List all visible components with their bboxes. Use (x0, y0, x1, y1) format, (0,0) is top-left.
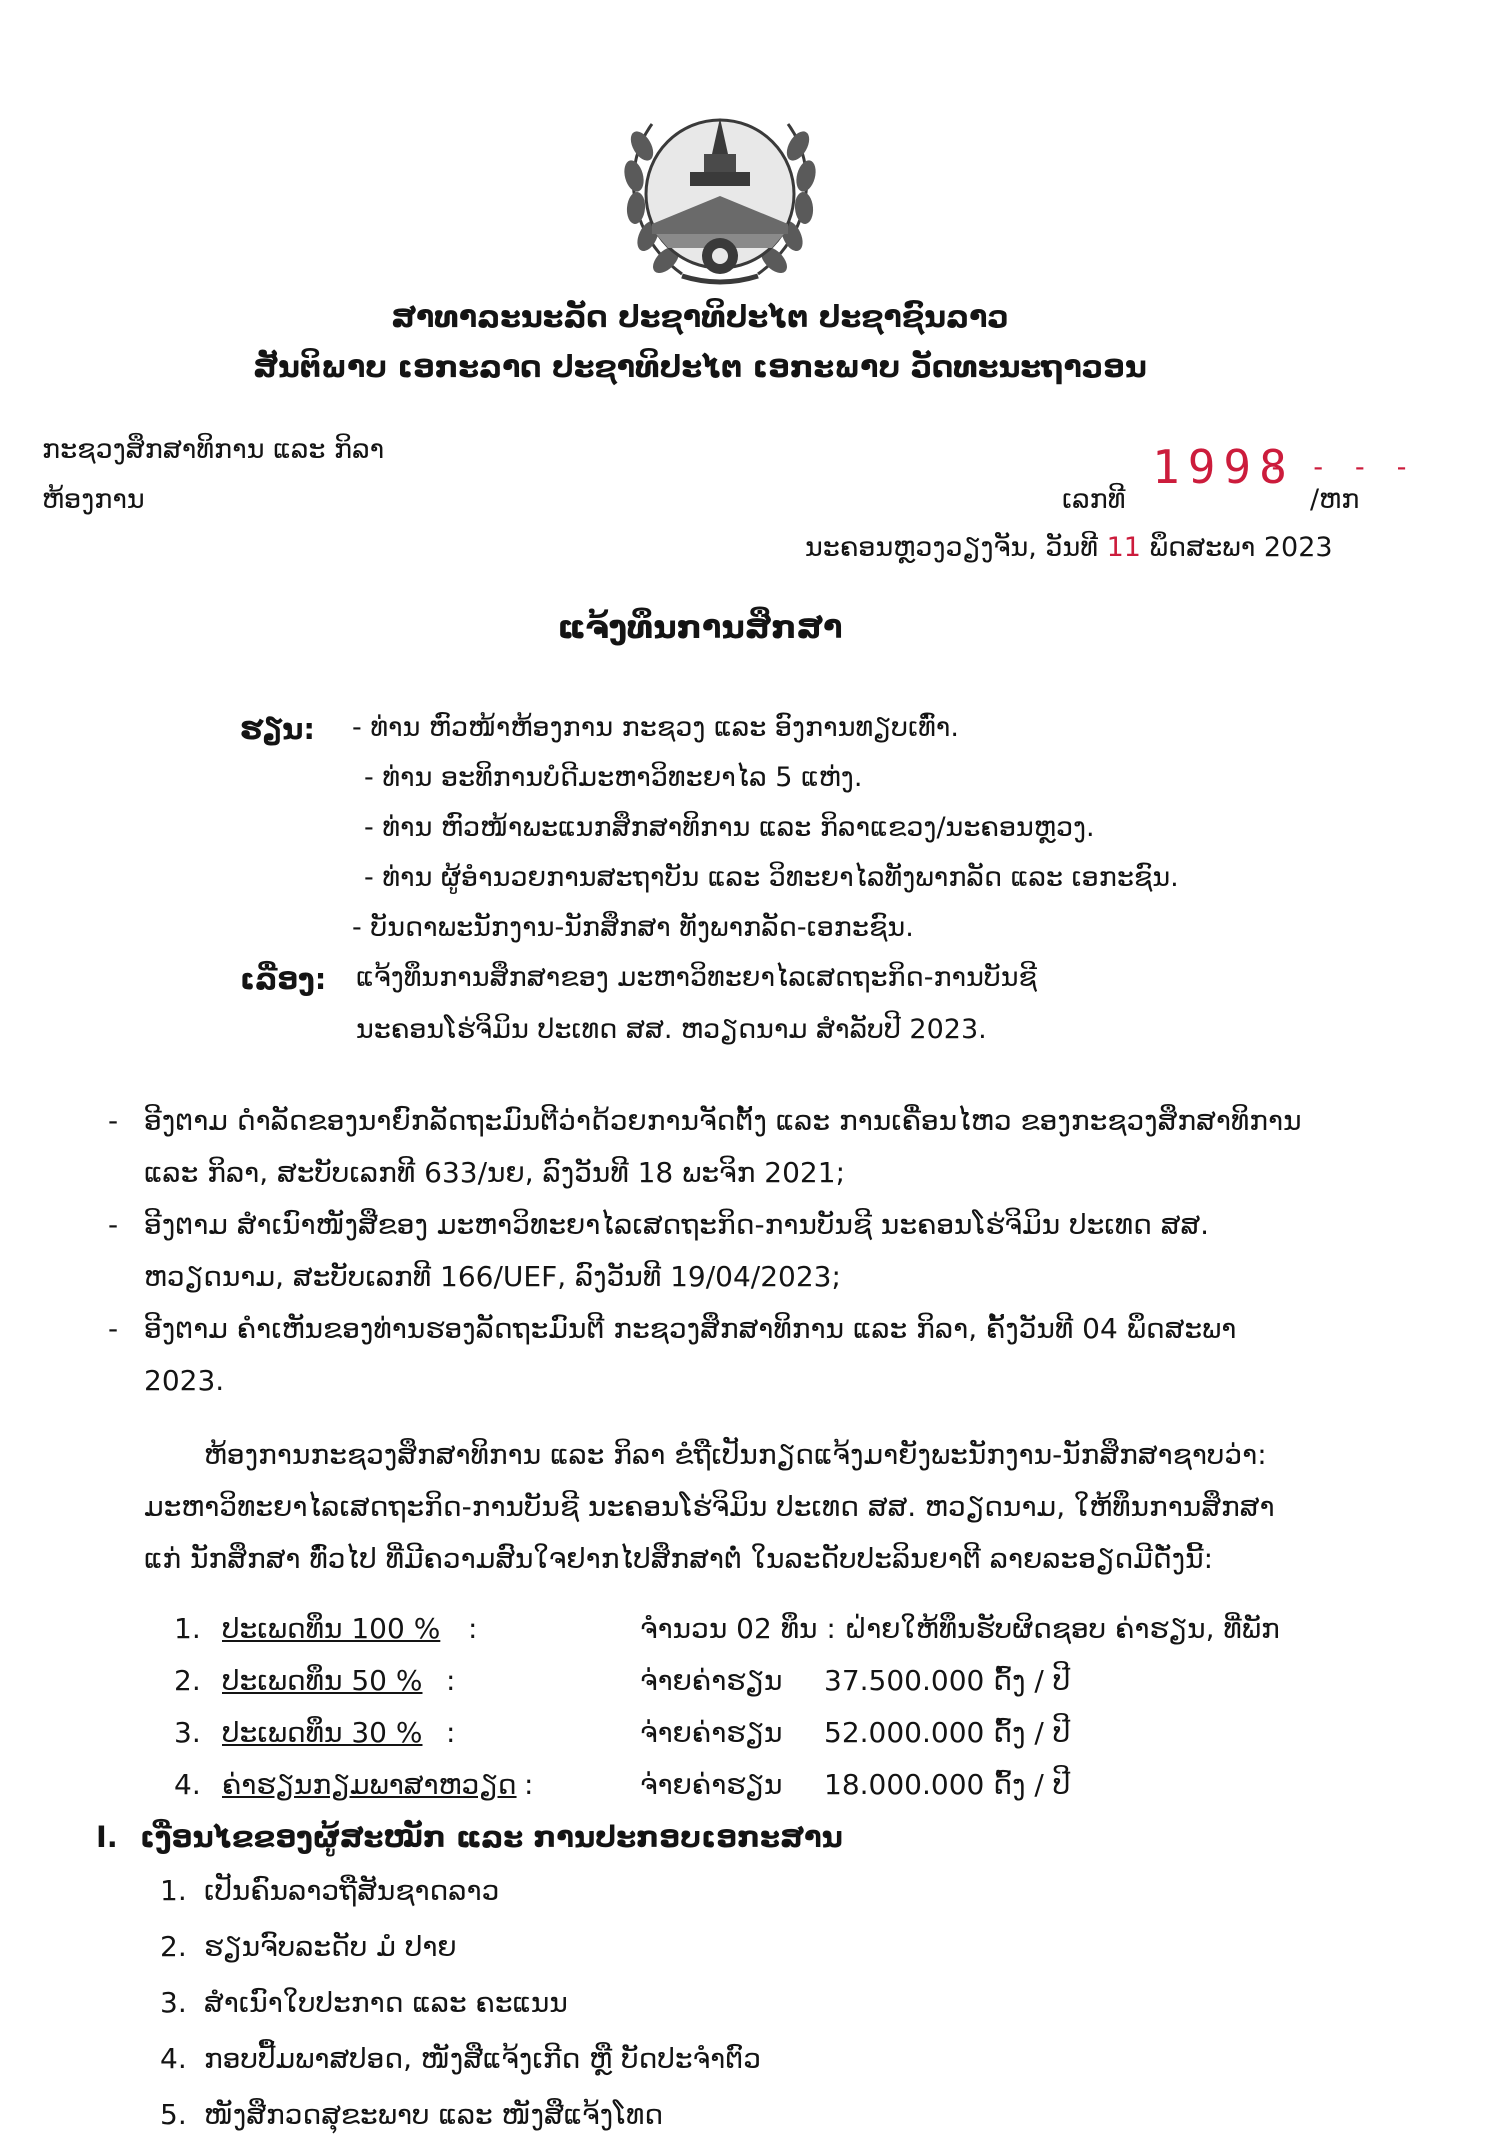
scholarship-num: 4. (174, 1768, 201, 1801)
body-paragraph-line: ແກ່ ນັກສຶກສາ ທົ່ວໄປ ທີ່ມີຄວາມສົນໃຈຢາກໄປສຶກສາຕໍ່ ໃນລະດັບປະລິນຍາຕີ ລາຍລະອຽດມີດັ່ງນີ້: (144, 1542, 1214, 1575)
reference-line: ຫວຽດນາມ, ສະບັບເລກທີ 166/UEF, ລົງວັນທີ 19/04/2023; (144, 1260, 841, 1293)
place-date (805, 532, 1333, 563)
subject-label: ເລື່ອງ: (240, 962, 327, 996)
scholarship-colon: : (524, 1768, 534, 1801)
requirement-item: ຮຽນຈົບລະດັບ ມໍ ປາຍ (204, 1930, 457, 1963)
ref-suffix: /ຫກ (1310, 484, 1360, 515)
reference-dash: - (108, 1208, 119, 1241)
date-month-year: ພຶດສະພາ 2023 (1149, 532, 1333, 563)
recipient-item: - ທ່ານ ອະທິການບໍດີມະຫາວິທະຍາໄລ 5 ແຫ່ງ. (364, 762, 863, 793)
date-day: 11 (1106, 532, 1141, 563)
recipient-item: - ທ່ານ ຫົວໜ້າພະແນກສຶກສາທິການ ແລະ ກິລາແຂວງ/ນະຄອນຫຼວງ. (364, 812, 1095, 843)
requirement-num: 2. (160, 1930, 187, 1963)
subject-line: ນະຄອນໂຮ່ຈິມິນ ປະເທດ ສສ. ຫວຽດນາມ ສຳລັບປີ 2023. (356, 1014, 987, 1045)
reference-line: 2023. (144, 1364, 225, 1397)
scholarship-detail: ຈຳນວນ 02 ທຶນ : ຝ່າຍໃຫ້ທຶນຮັບຜິດຊອບ ຄ່າຮຽນ, ທີ່ພັກ (640, 1612, 1280, 1645)
recipient-item: - ທ່ານ ຜູ້ອຳນວຍການສະຖາບັນ ແລະ ວິທະຍາໄລທັງພາກລັດ ແລະ ເອກະຊົນ. (364, 862, 1179, 893)
requirement-num: 5. (160, 2098, 187, 2131)
scholarship-amount: 18.000.000 ດົ້ງ / ປີ (824, 1768, 1071, 1801)
scholarship-detail: ຈ່າຍຄ່າຮຽນ (640, 1716, 783, 1749)
document-title: ແຈ້ງທຶນການສຶກສາ (557, 608, 843, 646)
body-paragraph-line: ຫ້ອງການກະຊວງສຶກສາທິການ ແລະ ກິລາ ຂໍຖືເປັນກຽດແຈ້ງມາຍັງພະນັກງານ-ນັກສຶກສາຊາບວ່າ: (204, 1438, 1267, 1471)
recipients-label: ຮຽນ: (240, 712, 315, 746)
requirement-num: 4. (160, 2042, 187, 2075)
national-emblem-icon (612, 84, 828, 288)
ref-dashes: - - - - (1268, 450, 1415, 483)
requirement-item: ເປັນຄົນລາວຖືສັນຊາດລາວ (204, 1874, 500, 1907)
scholarship-num: 1. (174, 1612, 201, 1645)
scholarship-num: 2. (174, 1664, 201, 1697)
body-paragraph-line: ມະຫາວິທະຍາໄລເສດຖະກິດ-ການບັນຊີ ນະຄອນໂຮ່ຈິມິນ ປະເທດ ສສ. ຫວຽດນາມ, ໃຫ້ທຶນການສຶກສາ (144, 1490, 1275, 1523)
scholarship-type: ປະເພດທຶນ 30 % (222, 1716, 423, 1749)
scholarship-num: 3. (174, 1716, 201, 1749)
reference-line: ອີງຕາມ ດຳລັດຂອງນາຍົກລັດຖະມົນຕີວ່າດ້ວຍການຈັດຕັ້ງ ແລະ ການເຄື່ອນໄຫວ ຂອງກະຊວງສຶກສາທິການ (144, 1104, 1302, 1137)
section-numeral: I. (96, 1820, 118, 1854)
scholarship-amount: 52.000.000 ດົ້ງ / ປີ (824, 1716, 1071, 1749)
scholarship-type: ປະເພດທຶນ 50 % (222, 1664, 423, 1697)
reference-dash: - (108, 1312, 119, 1345)
country-heading: ສາທາລະນະລັດ ປະຊາທິປະໄຕ ປະຊາຊົນລາວ (391, 300, 1009, 335)
reference-line: ແລະ ກິລາ, ສະບັບເລກທີ 633/ນຍ, ລົງວັນທີ 18 ພະຈິກ 2021; (144, 1156, 845, 1189)
scholarship-amount: 37.500.000 ດົ້ງ / ປີ (824, 1664, 1071, 1697)
place-date-prefix: ນະຄອນຫຼວງວຽງຈັນ, ວັນທີ (805, 532, 1098, 563)
requirement-item: ສຳເນົາໃບປະກາດ ແລະ ຄະແນນ (204, 1986, 568, 2019)
subject-line: ແຈ້ງທຶນການສຶກສາຂອງ ມະຫາວິທະຍາໄລເສດຖະກິດ-ການບັນຊີ (356, 962, 1037, 993)
reference-line: ອີງຕາມ ສຳເນົາໜັງສືຂອງ ມະຫາວິທະຍາໄລເສດຖະກິດ-ການບັນຊີ ນະຄອນໂຮ່ຈິມິນ ປະເທດ ສສ. (144, 1208, 1210, 1241)
ref-label: ເລກທີ (1062, 484, 1126, 515)
motto-heading: ສັນຕິພາບ ເອກະລາດ ປະຊາທິປະໄຕ ເອກະພາບ ວັດທະນະຖາວອນ (253, 350, 1147, 385)
reference-line: ອີງຕາມ ຄຳເຫັນຂອງທ່ານຮອງລັດຖະມົນຕີ ກະຊວງສຶກສາທິການ ແລະ ກິລາ, ຄັ້ງວັນທີ 04 ພຶດສະພາ (144, 1312, 1237, 1345)
requirement-item: ໜັງສືກວດສຸຂະພາບ ແລະ ໜັງສືແຈ້ງໂທດ (204, 2098, 664, 2131)
scholarship-type: ປະເພດທຶນ 100 % (222, 1612, 441, 1645)
scholarship-colon: : (446, 1716, 456, 1749)
requirement-num: 3. (160, 1986, 187, 2019)
scholarship-colon: : (446, 1664, 456, 1697)
office-name: ຫ້ອງການ (42, 484, 145, 515)
reference-dash: - (108, 1104, 119, 1137)
ministry-name: ກະຊວງສຶກສາທິການ ແລະ ກິລາ (42, 434, 385, 465)
ref-number: 1998 (1152, 440, 1295, 494)
section-title: ເງື່ອນໄຂຂອງຜູ້ສະໝັກ ແລະ ການປະກອບເອກະສານ (140, 1820, 843, 1854)
requirement-num: 1. (160, 1874, 187, 1907)
scholarship-colon: : (468, 1612, 478, 1645)
scholarship-detail: ຈ່າຍຄ່າຮຽນ (640, 1664, 783, 1697)
scholarship-detail: ຈ່າຍຄ່າຮຽນ (640, 1768, 783, 1801)
recipient-item: - ທ່ານ ຫົວໜ້າຫ້ອງການ ກະຊວງ ແລະ ອົງການທຽບເທົ່າ. (352, 712, 959, 743)
scholarship-type: ຄ່າຮຽນກຽມພາສາຫວຽດ (222, 1768, 517, 1801)
requirement-item: ກອບປື້ມພາສປອດ, ໜັງສືແຈ້ງເກີດ ຫຼື ບັດປະຈຳຕົວ (204, 2042, 761, 2075)
recipient-item: - ບັນດາພະນັກງານ-ນັກສຶກສາ ທັງພາກລັດ-ເອກະຊົນ. (352, 912, 914, 943)
